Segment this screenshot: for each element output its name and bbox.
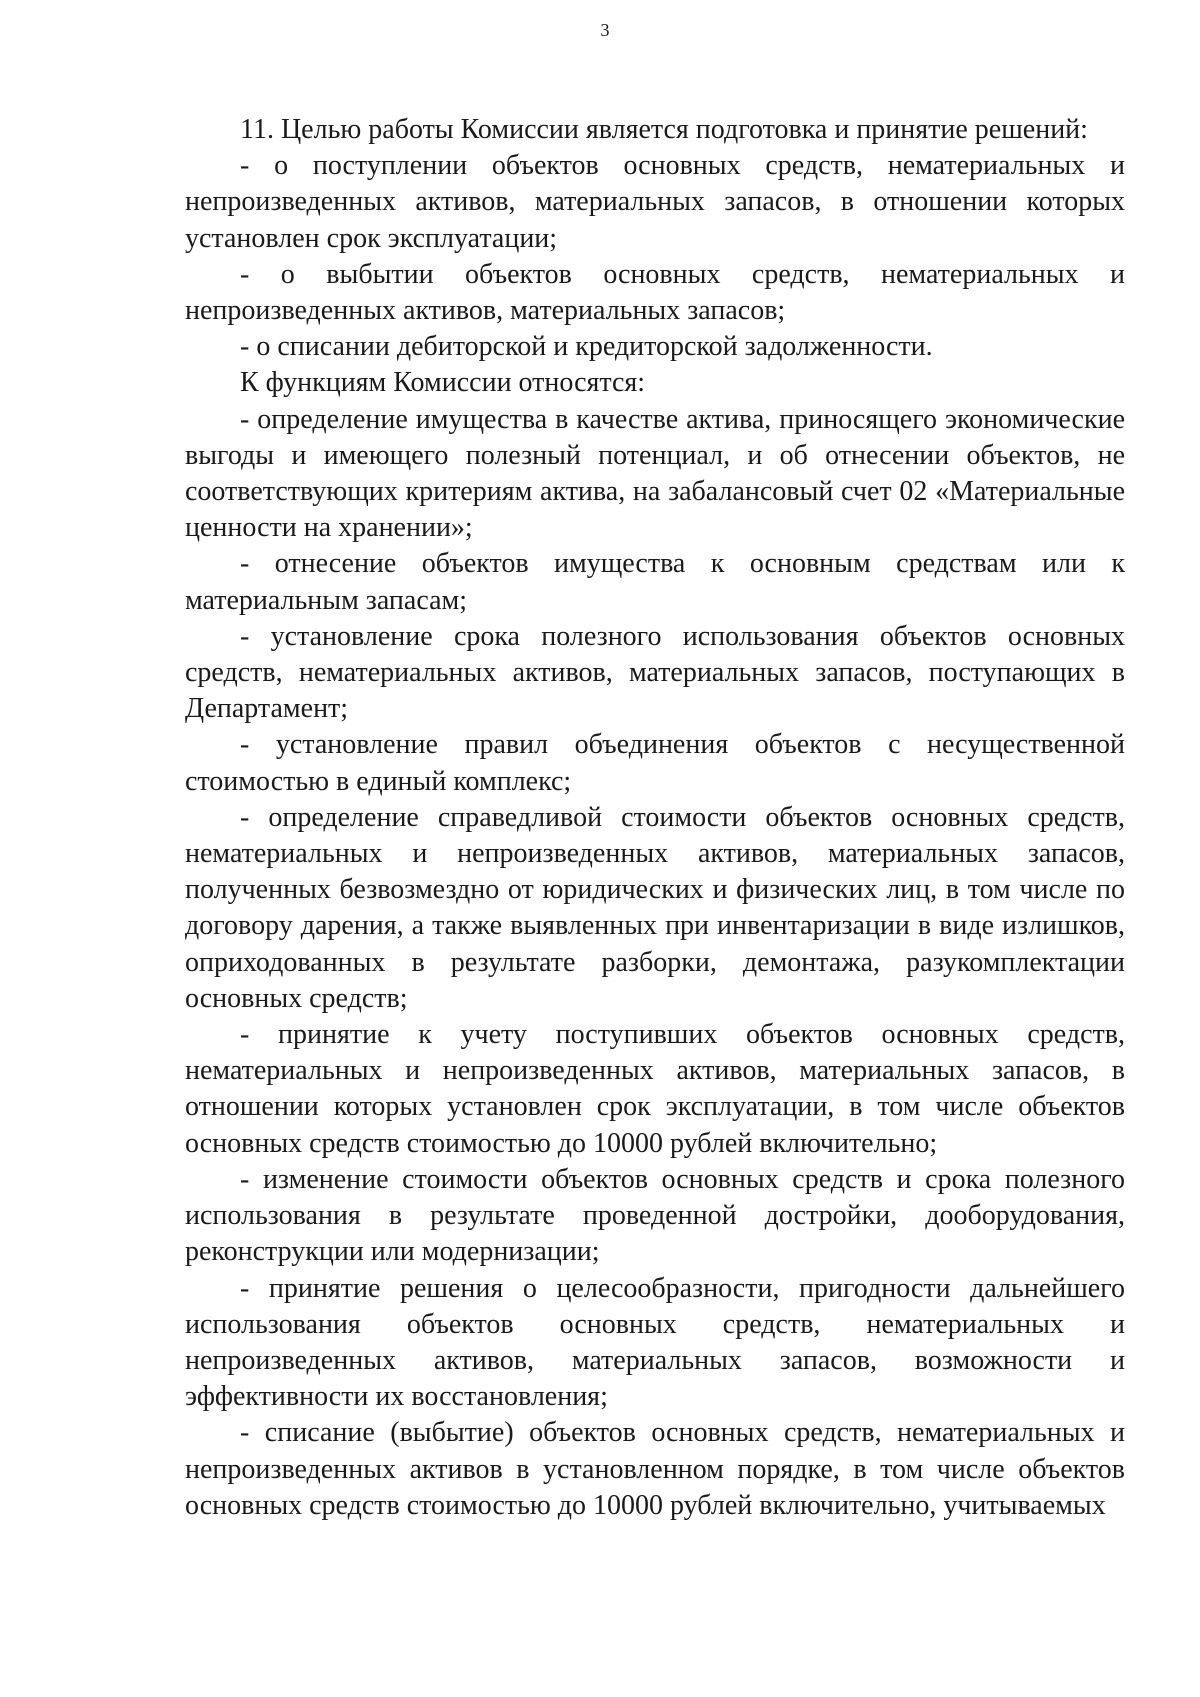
- function-item-usability-decision: - принятие решения о целесообразности, пригодности дальнейшего использования объектов основных средств, нематериальных и непроизведенных активов, материальных запасов, возможности и эффективности их восстановления;: [185, 1272, 1125, 1413]
- decision-item-disposal: - о выбытии объектов основных средств, нематериальных и непроизведенных активов, материальных запасов;: [185, 258, 1125, 327]
- function-item-grouping-rules: - установление правил объединения объектов с несущественной стоимостью в единый комплекс;: [185, 729, 1125, 797]
- function-item-fair-value: - определение справедливой стоимости объектов основных средств, нематериальных и непроизведенных активов, материальных запасов, полученных безвозмездно от юридических и физических лиц, в том числе по договору дарения, а также выявленных при инвентаризации в виде излишков, оприходованных в результате разборки, демонтажа, разукомплектации основных средств;: [185, 801, 1125, 1014]
- function-item-asset-definition: - определение имущества в качестве актива, приносящего экономические выгоды и имеющего полезный потенциал, и об отнесении объектов, не соответствующих критериям актива, на забалансовый счет 02 «Материальные ценности на хранении»;: [185, 403, 1125, 544]
- function-item-recognition: - принятие к учету поступивших объектов основных средств, нематериальных и непроизведенных активов, материальных запасов, в отношении которых установлен срок эксплуатации, в том числе объектов основных средств стоимостью до 10000 рублей включительно;: [185, 1019, 1125, 1159]
- functions-heading: К функциям Комиссии относятся:: [240, 367, 646, 399]
- function-item-value-change: - изменение стоимости объектов основных средств и срока полезного использования в результате проведенной достройки, дооборудования, реконструкции или модернизации;: [185, 1163, 1125, 1268]
- decision-item-receipt: - о поступлении объектов основных средств, нематериальных и непроизведенных активов, материальных запасов, в отношении которых установлен срок эксплуатации;: [185, 150, 1125, 254]
- clause-11-intro: 11. Целью работы Комиссии является подготовка и принятие решений:: [240, 114, 1088, 145]
- function-item-classification: - отнесение объектов имущества к основным средствам или к материальным запасам;: [185, 548, 1125, 616]
- decision-item-debt-writeoff: - о списании дебиторской и кредиторской задолженности.: [240, 331, 933, 363]
- page-number: 3: [600, 20, 610, 40]
- function-item-useful-life: - установление срока полезного использования объектов основных средств, нематериальных активов, материальных запасов, поступающих в Департамент;: [185, 620, 1125, 725]
- function-item-writeoff: - списание (выбытие) объектов основных средств, нематериальных и непроизведенных активов в установленном порядке, в том числе объектов основных средств стоимостью до 10000 рублей включительно, учитываемых: [185, 1417, 1125, 1521]
- document-body: [185, 112, 1125, 1524]
